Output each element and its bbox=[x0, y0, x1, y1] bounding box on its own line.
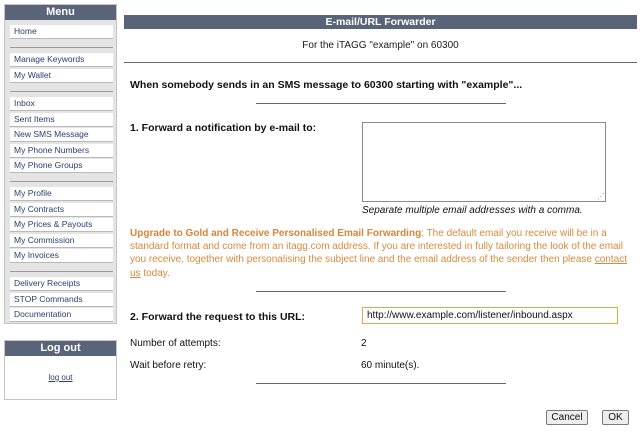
menu-divider bbox=[10, 47, 113, 48]
sidebar-item-inbox[interactable]: Inbox bbox=[10, 97, 113, 111]
upgrade-heading: Upgrade to Gold and Receive Personalised Email Forwarding bbox=[130, 228, 422, 239]
menu-group-home bbox=[10, 25, 113, 41]
page-subtitle: For the iTAGG "example" on 60300 bbox=[302, 40, 459, 51]
resize-grip-icon[interactable]: ⋰ bbox=[597, 192, 605, 201]
sidebar-item-my-phone-numbers[interactable]: My Phone Numbers bbox=[10, 144, 113, 158]
sidebar-item-manage-keywords[interactable]: Manage Keywords bbox=[10, 53, 113, 67]
url-forward-label: 2. Forward the request to this URL: bbox=[130, 311, 306, 323]
wait-value: 60 minute(s). bbox=[361, 360, 420, 371]
attempts-label: Number of attempts: bbox=[130, 338, 221, 349]
wait-label: Wait before retry: bbox=[130, 360, 207, 371]
sidebar-item-documentation[interactable]: Documentation bbox=[10, 308, 113, 322]
logout-title: Log out bbox=[5, 341, 116, 356]
email-forward-label: 1. Forward a notification by e-mail to: bbox=[130, 122, 317, 134]
menu-group-account bbox=[10, 187, 113, 265]
sidebar-item-my-invoices[interactable]: My Invoices bbox=[10, 249, 113, 263]
email-addresses-input[interactable] bbox=[362, 122, 606, 202]
sidebar-menu bbox=[4, 4, 117, 324]
sidebar-item-my-phone-groups[interactable]: My Phone Groups bbox=[10, 159, 113, 173]
upgrade-body: : The default email you receive will be in a standard format and come from an itagg.com address. If you are interested in fully tailoring the look of the email you receive, together with personalising the subject line and the email address of the sender then please bbox=[130, 228, 624, 266]
menu-group-keywords bbox=[10, 53, 113, 84]
attempts-value: 2 bbox=[361, 338, 367, 349]
sidebar-item-my-prices-payouts[interactable]: My Prices & Payouts bbox=[10, 218, 113, 232]
sidebar-item-my-contracts[interactable]: My Contracts bbox=[10, 203, 113, 217]
forward-url-input[interactable] bbox=[362, 307, 618, 324]
sidebar-item-stop-commands[interactable]: STOP Commands bbox=[10, 293, 113, 307]
cancel-button[interactable]: Cancel bbox=[546, 410, 588, 425]
page-title: E-mail/URL Forwarder bbox=[124, 15, 637, 29]
logout-panel bbox=[4, 340, 117, 400]
sidebar-item-home[interactable]: Home bbox=[10, 25, 113, 39]
sidebar-item-my-profile[interactable]: My Profile bbox=[10, 187, 113, 201]
sidebar-item-my-commission[interactable]: My Commission bbox=[10, 234, 113, 248]
ok-button[interactable]: OK bbox=[602, 410, 629, 425]
email-hint: Separate multiple email addresses with a comma. bbox=[362, 205, 583, 216]
menu-divider bbox=[10, 91, 113, 92]
divider bbox=[256, 103, 506, 104]
sidebar-item-delivery-receipts[interactable]: Delivery Receipts bbox=[10, 277, 113, 291]
upgrade-notice bbox=[130, 227, 632, 280]
menu-divider bbox=[10, 271, 113, 272]
divider bbox=[256, 291, 506, 292]
sidebar-item-sent-items[interactable]: Sent Items bbox=[10, 113, 113, 127]
logout-link[interactable]: log out bbox=[48, 373, 73, 382]
menu-divider bbox=[10, 181, 113, 182]
upgrade-tail: today. bbox=[140, 267, 170, 279]
divider bbox=[256, 383, 506, 384]
menu-group-reports bbox=[10, 277, 113, 324]
intro-text: When somebody sends in an SMS message to 60300 starting with "example"... bbox=[130, 79, 523, 91]
contact-us-link[interactable]: contact us bbox=[130, 254, 627, 279]
divider bbox=[124, 62, 637, 63]
sidebar-item-my-wallet[interactable]: My Wallet bbox=[10, 69, 113, 83]
menu-group-messages bbox=[10, 97, 113, 175]
sidebar-item-new-sms-message[interactable]: New SMS Message bbox=[10, 128, 113, 142]
menu-title: Menu bbox=[5, 5, 116, 20]
